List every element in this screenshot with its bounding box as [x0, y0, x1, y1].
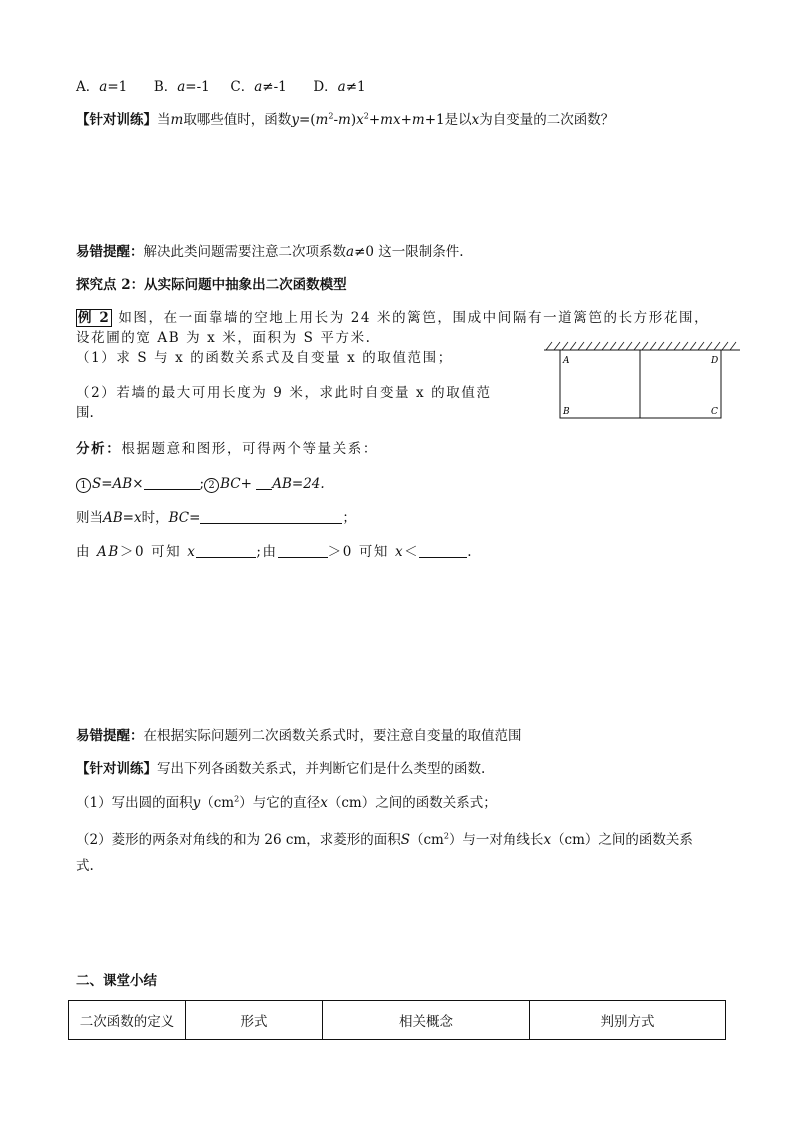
choice-a: A．a=1 [76, 79, 128, 95]
training2-q2-cont: 式. [76, 858, 94, 874]
example2-line2: 设花圃的宽 AB 为 x 米，面积为 S 平方米. [76, 330, 372, 346]
label-d: D [711, 356, 719, 366]
warning2: 易错提醒：在根据实际问题列二次函数关系式时，要注意自变量的取值范围 [76, 728, 522, 744]
summary-col-form: 形式 [186, 1001, 323, 1040]
summary-col-judgment: 判别方式 [530, 1001, 726, 1040]
label-a: A [563, 356, 570, 366]
blank-1[interactable] [144, 476, 200, 490]
circle-number-1: 1 [76, 478, 91, 493]
section2-heading: 探究点 2：从实际问题中抽象出二次函数模型 [76, 277, 347, 293]
blank-range-1[interactable] [196, 544, 256, 558]
choice-b: B．a=-1 [153, 79, 210, 95]
blank-2[interactable] [256, 476, 272, 490]
example2-q2b: 围. [76, 405, 94, 421]
choices-row [76, 78, 366, 96]
example2-line1: 例 2 如图，在一面靠墙的空地上用长为 24 米的篱笆，围成中间隔有一道篱笆的长方形花围， [78, 310, 710, 326]
analysis-range: 由 AB＞0 可知 x ;由 ＞0 可知 x＜ . [76, 544, 474, 560]
blank-range-2[interactable] [278, 544, 328, 558]
circle-number-2: 2 [204, 478, 219, 493]
training2-q1: （1）写出圆的面积$y(cm^2)$与它的直径x（cm）之间的函数关系式； [76, 794, 497, 811]
summary-col-concepts: 相关概念 [323, 1001, 530, 1040]
training2-q2: （2）菱形的两条对角线的和为 26 cm，求菱形的面积$S(cm^2)$与一对角线长x（cm）之间的函数关系 [76, 831, 693, 848]
label-c: C [711, 407, 718, 417]
label-b: B [563, 407, 570, 417]
example-tag: 例 2 [78, 310, 111, 326]
choice-c: C．a≠-1 [230, 79, 287, 95]
analysis-intro: 分析：根据题意和图形，可得两个等量关系： [76, 441, 379, 457]
choice-d: D．a≠1 [313, 79, 366, 95]
summary-heading: 二、课堂小结 [76, 973, 157, 989]
summary-table [68, 1000, 726, 1040]
summary-header-row [69, 1001, 726, 1040]
example2-q1: （1）求 S 与 x 的函数关系式及自变量 x 的取值范围； [76, 350, 453, 366]
summary-col-definition: 二次函数的定义 [69, 1001, 186, 1040]
fence-diagram [540, 338, 742, 424]
wall-hatching [546, 342, 736, 350]
training2-intro: 【针对训练】写出下列各函数关系式，并判断它们是什么类型的函数. [76, 761, 486, 777]
training1-question: 【针对训练】当m取哪些值时，函数$y=(m^2-m)x^2+mx+m+1$是以x为自变量的二次函数？ [76, 111, 615, 128]
warning1: 易错提醒：解决此类问题需要注意二次项系数a≠0 这一限制条件. [76, 244, 464, 260]
blank-bc[interactable] [200, 510, 342, 524]
blank-range-3[interactable] [419, 544, 467, 558]
analysis-eq: 1 S=AB× ; 2 BC+ AB=24. [76, 475, 325, 493]
example2-q2a: （2）若墙的最大可用长度为 9 米，求此时自变量 x 的取值范 [76, 385, 492, 401]
analysis-then: 则当AB=x时，BC= ； [76, 510, 356, 526]
